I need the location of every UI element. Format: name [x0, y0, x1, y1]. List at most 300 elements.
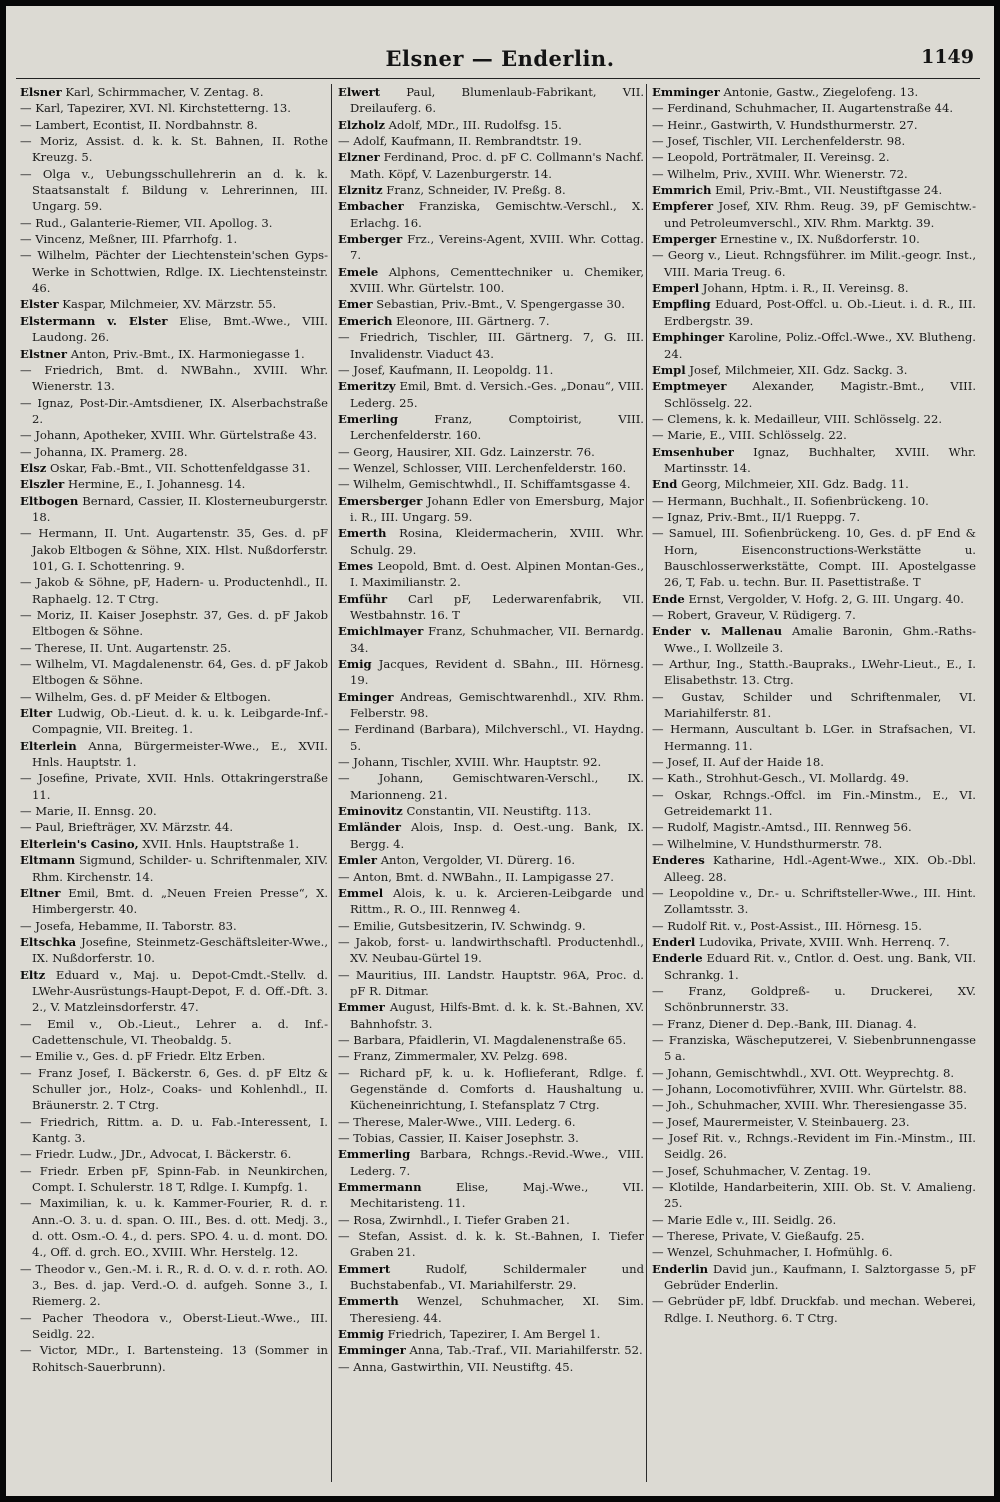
directory-entry — [652, 656, 976, 689]
entry-surname: Emichlmayer — [338, 624, 424, 639]
entry-surname: Emmrich — [652, 183, 712, 198]
entry-surname: Emberger — [338, 232, 403, 247]
entry-details: Constantin, VII. Neustiftg. 113. — [406, 804, 592, 819]
directory-entry — [338, 1146, 644, 1179]
entry-details: — Hermann, Auscultant b. LGer. in Strafsachen, VI. Hermanng. 11. — [652, 722, 976, 753]
directory-entry — [652, 1244, 976, 1260]
entry-details: — Wilhelm, VI. Magdalenenstr. 64, Ges. d. pF Jakob Eltbogen & Söhne. — [20, 657, 328, 688]
entry-surname: Elzner — [338, 150, 380, 165]
directory-entry — [20, 1016, 328, 1049]
entry-details: — Therese, Private, V. Gießaufg. 25. — [652, 1229, 865, 1244]
entry-surname: Elszler — [20, 477, 65, 492]
page-number: 1149 — [921, 46, 974, 68]
entry-surname: Emerth — [338, 526, 387, 541]
entry-details: — Hermann, II. Unt. Augartenstr. 35, Ges. d. pF Jakob Eltbogen & Söhne, XIX. Hlst. Nußdorferstr. 101, G. I. Schottenring. 9. — [20, 526, 328, 573]
directory-entry — [652, 934, 976, 950]
directory-entry — [652, 427, 976, 443]
directory-entry — [20, 247, 328, 296]
entry-details: — Joh., Schuhmacher, XVIII. Whr. Theresiengasse 35. — [652, 1098, 968, 1113]
directory-entry — [652, 1293, 976, 1326]
directory-entry — [20, 574, 328, 607]
directory-entry — [20, 1065, 328, 1114]
entry-details: — Jakob & Söhne, pF, Hadern- u. Productenhdl., II. Raphaelg. 12. T Ctrg. — [20, 575, 328, 606]
entry-details: — Franz, Zimmermaler, XV. Pelzg. 698. — [338, 1049, 568, 1064]
entry-surname: Emmermann — [338, 1180, 422, 1195]
directory-entry — [338, 934, 644, 967]
entry-details: Johann Edler von Emersburg, Major i. R., III. Ungarg. 59. — [350, 493, 644, 524]
directory-entry — [20, 296, 328, 312]
entry-details: Carl pF, Lederwarenfabrik, VII. Westbahnstr. 16. T — [350, 591, 644, 622]
entry-details: Karoline, Poliz.-Offcl.-Wwe., XV. Blutheng. 24. — [664, 330, 976, 361]
directory-entry — [652, 231, 976, 247]
directory-entry — [338, 967, 644, 1000]
entry-surname: Eminger — [338, 689, 394, 704]
entry-details: Oskar, Fab.-Bmt., VII. Schottenfeldgasse 31. — [50, 460, 311, 475]
entry-details: — Wenzel, Schlosser, VIII. Lerchenfelderstr. 160. — [338, 460, 627, 475]
directory-entry — [20, 215, 328, 231]
directory-entry — [338, 1032, 644, 1048]
entry-details: Jacques, Revident d. SBahn., III. Hörnesg. 19. — [350, 657, 644, 688]
entry-surname: Embacher — [338, 199, 404, 214]
entry-details: — Marie Edle v., III. Seidlg. 26. — [652, 1212, 837, 1227]
entry-surname: Enderes — [652, 853, 705, 868]
entry-details: Bernard, Cassier, II. Klosterneuburgerstr. 18. — [32, 493, 328, 524]
directory-entry — [338, 721, 644, 754]
entry-surname: Enderl — [652, 934, 696, 949]
page-title: Elsner — Enderlin. — [385, 46, 615, 71]
directory-entry — [338, 84, 644, 117]
directory-entry — [652, 623, 976, 656]
directory-entry — [20, 1195, 328, 1260]
entry-details: — Johann, Tischler, XVIII. Whr. Hauptstr. 92. — [338, 755, 602, 770]
directory-entry — [338, 1065, 644, 1114]
directory-entry — [338, 1048, 644, 1064]
entry-surname: Empl — [652, 362, 686, 377]
entry-surname: Eltmann — [20, 853, 76, 868]
directory-entry — [338, 1130, 644, 1146]
entry-details: — Adolf, Kaufmann, II. Rembrandtstr. 19. — [338, 134, 582, 149]
directory-entry — [652, 525, 976, 590]
entry-details: Anna, Bürgermeister-Wwe., E., XVII. Hnls. Hauptstr. 1. — [32, 738, 328, 770]
directory-entry — [338, 1326, 644, 1342]
entry-details: Alphons, Cementtechniker u. Chemiker, XVIII. Whr. Gürtelstr. 100. — [350, 264, 644, 296]
entry-details: — Leopold, Porträtmaler, II. Vereinsg. 2. — [652, 150, 890, 165]
entry-details: XVII. Hnls. Hauptstraße 1. — [142, 836, 300, 851]
directory-entry — [338, 133, 644, 149]
entry-surname: Emmer — [338, 1000, 385, 1015]
entry-surname: Empferer — [652, 199, 714, 214]
directory-entry — [338, 378, 644, 411]
directory-entry — [652, 509, 976, 525]
entry-details: — Johanna, IX. Pramerg. 28. — [20, 444, 188, 459]
directory-entry — [652, 1065, 976, 1081]
entry-details: Amalie Baronin, Ghm.-Raths-Wwe., I. Wollzeile 3. — [664, 624, 976, 655]
entry-details: — Olga v., Uebungsschullehrerin an d. k. k. Staatsanstalt f. Bildung v. Lehrerinnen, III. Ungarg. 59. — [20, 166, 328, 214]
directory-entry — [20, 738, 328, 771]
entry-details: — Victor, MDr., I. Bartensteing. 13 (Sommer in Rohitsch-Sauerbrunn). — [20, 1343, 328, 1374]
entry-details: — Georg v., Lieut. Rchngsführer. im Milit.-geogr. Inst., VIII. Maria Treug. 6. — [652, 248, 976, 279]
directory-entry — [652, 476, 976, 492]
entry-surname: Emes — [338, 558, 374, 573]
directory-entry — [20, 967, 328, 1016]
directory-column-2 — [338, 84, 644, 1484]
entry-details: — Franz, Diener d. Dep.-Bank, III. Dianag. 4. — [652, 1016, 917, 1031]
entry-details: Ludovika, Private, XVIII. Wnh. Herrenq. 7. — [698, 934, 950, 949]
directory-entry — [338, 264, 644, 297]
directory-entry — [20, 705, 328, 738]
entry-details: — Vincenz, Meßner, III. Pfarrhofg. 1. — [20, 232, 238, 247]
entry-details: — Marie, II. Ennsg. 20. — [20, 804, 157, 819]
entry-details: — Heinr., Gastwirth, V. Hundsthurmerstr. 27. — [652, 117, 918, 132]
entry-details: Georg, Milchmeier, XII. Gdz. Badg. 11. — [681, 477, 909, 492]
entry-surname: Emmig — [338, 1327, 384, 1342]
entry-details: — Pacher Theodora v., Oberst-Lieut.-Wwe., III. Seidlg. 22. — [20, 1310, 328, 1342]
directory-entry — [652, 983, 976, 1016]
entry-details: — Emilie, Gutsbesitzerin, IV. Schwindg. 9. — [338, 918, 586, 933]
entry-surname: Enderle — [652, 951, 703, 966]
entry-details: — Friedr. Erben pF, Spinn-Fab. in Neunkirchen, Compt. I. Schulerstr. 18 T, Rdlge. I. Kumpfg. 1. — [20, 1163, 328, 1195]
entry-details: — Leopoldine v., Dr.- u. Schriftsteller-Wwe., III. Hint. Zollamtsstr. 3. — [652, 885, 976, 917]
entry-surname: Emer — [338, 297, 373, 312]
directory-entry — [652, 329, 976, 362]
entry-details: — Barbara, Pfaidlerin, VI. Magdalenenstraße 65. — [338, 1032, 627, 1047]
entry-details: Frz., Vereins-Agent, XVIII. Whr. Cottag. 7. — [350, 232, 644, 263]
entry-surname: Emführ — [338, 591, 388, 606]
directory-entry — [20, 640, 328, 656]
entry-details: — Robert, Graveur, V. Rüdigerg. 7. — [652, 608, 856, 622]
entry-details: Johann, Hptm. i. R., II. Vereinsg. 8. — [702, 281, 909, 296]
entry-details: Ernst, Vergolder, V. Hofg. 2, G. III. Ungarg. 40. — [688, 591, 964, 606]
entry-details: — Ignaz, Post-Dir.-Amtsdiener, IX. Alserbachstraße 2. — [20, 395, 328, 426]
entry-surname: Elzholz — [338, 117, 385, 132]
directory-entry — [652, 787, 976, 820]
entry-details: Eduard v., Maj. u. Depot-Cmdt.-Stellv. d. LWehr-Ausrüstungs-Haupt-Depot, F. d. Off.-Dft. 3. 2., V. Matzleinsdorferstr. 47. — [32, 967, 328, 1015]
entry-details: — Ferdinand, Schuhmacher, II. Augartenstraße 44. — [652, 101, 954, 116]
entry-details: — Wenzel, Schuhmacher, I. Hofmühlg. 6. — [652, 1245, 893, 1260]
entry-details: Anton, Vergolder, VI. Dürerg. 16. — [380, 853, 576, 868]
directory-entry — [652, 950, 976, 983]
directory-entry — [338, 411, 644, 444]
entry-details: — Friedrich, Rittm. a. D. u. Fab.-Interessent, I. Kantg. 3. — [20, 1114, 328, 1145]
entry-surname: Ende — [652, 591, 685, 606]
directory-entry — [20, 133, 328, 166]
entry-details: — Lambert, Econtist, II. Nordbahnstr. 8. — [20, 117, 258, 132]
directory-entry — [338, 1293, 644, 1326]
entry-details: Alois, k. u. k. Arcieren-Leibgarde und Rittm., R. O., III. Rennweg 4. — [350, 885, 644, 917]
entry-details: Barbara, Rchngs.-Revid.-Wwe., VIII. Lederg. 7. — [350, 1147, 644, 1178]
directory-entry — [338, 329, 644, 362]
entry-details: — Wilhelm, Gemischtwhdl., II. Schiffamtsgasse 4. — [338, 477, 631, 492]
directory-entry — [20, 460, 328, 476]
entry-details: Emil, Bmt. d. Versich.-Ges. „Donau“, VIII. Lederg. 25. — [350, 379, 644, 410]
directory-entry — [652, 1114, 976, 1130]
directory-entry — [652, 1097, 976, 1113]
directory-entry — [652, 280, 976, 296]
entry-surname: Emmel — [338, 885, 384, 900]
entry-details: — Paul, Briefträger, XV. Märzstr. 44. — [20, 820, 234, 835]
directory-entry — [20, 819, 328, 835]
entry-details: — Josef, Schuhmacher, V. Zentag. 19. — [652, 1163, 872, 1178]
directory-entry — [20, 444, 328, 460]
column-divider — [331, 84, 332, 1482]
directory-entry — [652, 591, 976, 607]
directory-entry — [652, 721, 976, 754]
entry-details: Karl, Schirmmacher, V. Zentag. 8. — [65, 85, 264, 99]
directory-entry — [20, 346, 328, 362]
directory-entry — [652, 362, 976, 378]
directory-entry — [20, 84, 328, 100]
entry-surname: Elster — [20, 297, 59, 312]
directory-entry — [20, 852, 328, 885]
directory-entry — [20, 1163, 328, 1196]
directory-entry — [652, 1130, 976, 1163]
directory-entry — [338, 362, 644, 378]
entry-surname: Emeritzy — [338, 379, 396, 394]
directory-entry — [652, 754, 976, 770]
entry-details: Eleonore, III. Gärtnerg. 7. — [396, 313, 550, 328]
directory-entry — [652, 133, 976, 149]
entry-surname: Elterlein's Casino, — [20, 836, 139, 851]
directory-entry — [652, 411, 976, 427]
entry-details: Eduard Rit. v., Cntlor. d. Oest. ung. Bank, VII. Schrankg. 1. — [664, 951, 976, 982]
entry-surname: Emerling — [338, 411, 398, 426]
directory-entry — [652, 296, 976, 329]
entry-details: Sebastian, Priv.-Bmt., V. Spengergasse 30. — [376, 297, 625, 312]
directory-entry — [338, 591, 644, 624]
entry-details: — Johann, Apotheker, XVIII. Whr. Gürtelstraße 43. — [20, 428, 317, 443]
entry-surname: Elsz — [20, 460, 47, 475]
entry-surname: Emsenhuber — [652, 444, 734, 459]
directory-entry — [338, 1212, 644, 1228]
entry-surname: Ender v. Mallenau — [652, 624, 783, 639]
entry-details: — Kath., Strohhut-Gesch., VI. Mollardg. 49. — [652, 771, 909, 786]
entry-details: — Franz Josef, I. Bäckerstr. 6, Ges. d. pF Eltz & Schuller jor., Holz-, Coaks- und Kohlenhdl., II. Bräunerstr. 2. T Ctrg. — [20, 1065, 328, 1113]
entry-details: Ernestine v., IX. Nußdorferstr. 10. — [719, 232, 920, 247]
entry-details: — Arthur, Ing., Statth.-Baupraks., LWehr-Lieut., E., I. Elisabethstr. 13. Ctrg. — [652, 657, 976, 688]
entry-details: — Hermann, Buchhalt., II. Sofienbrückeng. 10. — [652, 493, 929, 508]
directory-entry — [338, 231, 644, 264]
entry-details: — Stefan, Assist. d. k. k. St.-Bahnen, I. Tiefer Graben 21. — [338, 1229, 644, 1260]
directory-entry — [338, 819, 644, 852]
entry-surname: Elznitz — [338, 183, 383, 198]
entry-details: — Rosa, Zwirnhdl., I. Tiefer Graben 21. — [338, 1212, 570, 1227]
entry-details: Alexander, Magistr.-Bmt., VIII. Schlösselg. 22. — [664, 379, 976, 410]
entry-details: Rudolf, Schildermaler und Buchstabenfab., VI. Mariahilferstr. 29. — [350, 1261, 644, 1293]
entry-details: — Ferdinand (Barbara), Milchverschl., VI. Haydng. 5. — [338, 722, 644, 753]
entry-details: Emil, Bmt. d. „Neuen Freien Presse“, X. Himbergerstr. 40. — [32, 885, 328, 917]
entry-surname: Emele — [338, 264, 379, 279]
directory-entry — [20, 100, 328, 116]
directory-entry — [20, 934, 328, 967]
entry-details: — Franz, Goldpreß- u. Druckerei, XV. Schönbrunnerstr. 33. — [652, 983, 976, 1015]
directory-entry — [20, 525, 328, 574]
entry-surname: Elter — [20, 706, 53, 721]
directory-entry — [338, 1179, 644, 1212]
entry-surname: Elterlein — [20, 738, 77, 753]
directory-entry — [652, 182, 976, 198]
entry-details: — Wilhelm, Pächter der Liechtenstein'schen Gyps-Werke in Schottwien, Rdlge. IX. Liechtensteinstr. 46. — [20, 248, 328, 296]
entry-surname: Elsner — [20, 85, 62, 99]
entry-details: Katharine, Hdl.-Agent-Wwe., XIX. Ob.-Dbl. Alleeg. 28. — [664, 853, 976, 884]
entry-details: Anton, Priv.-Bmt., IX. Harmoniegasse 1. — [70, 346, 305, 361]
entry-surname: Eltner — [20, 885, 61, 900]
directory-entry — [338, 493, 644, 526]
entry-details: Ferdinand, Proc. d. pF C. Collmann's Nachf. Math. Köpf, V. Lazenburgerstr. 14. — [350, 150, 644, 181]
entry-details: — Klotilde, Handarbeiterin, XIII. Ob. St. V. Amalieng. 25. — [652, 1180, 976, 1211]
entry-details: — Emil v., Ob.-Lieut., Lehrer a. d. Inf.-Cadettenschule, VI. Theobaldg. 5. — [20, 1016, 328, 1047]
directory-entry — [20, 885, 328, 918]
entry-surname: Elwert — [338, 85, 381, 99]
entry-details: — Therese, II. Unt. Augartenstr. 25. — [20, 640, 232, 655]
directory-entry — [338, 198, 644, 231]
directory-entry — [338, 1114, 644, 1130]
entry-details: — Anton, Bmt. d. NWBahn., II. Lampigasse 27. — [338, 869, 614, 884]
directory-entry — [652, 117, 976, 133]
entry-details: Emil, Priv.-Bmt., VII. Neustiftgasse 24. — [715, 183, 943, 198]
directory-entry — [338, 1228, 644, 1261]
directory-entry — [338, 182, 644, 198]
directory-entry — [652, 444, 976, 477]
directory-entry — [652, 836, 976, 852]
directory-entry — [20, 656, 328, 689]
entry-details: Josef, XIV. Rhm. Reug. 39, pF Gemischtw.- und Petroleumverschl., XIV. Rhm. Marktg. 39. — [664, 199, 976, 230]
directory-entry — [338, 149, 644, 182]
entry-surname: Emerich — [338, 313, 393, 328]
entry-surname: Emminger — [338, 1343, 406, 1358]
entry-details: Antonie, Gastw., Ziegelofeng. 13. — [723, 85, 919, 99]
directory-entry — [652, 1261, 976, 1294]
entry-details: — Josef Rit. v., Rchngs.-Revident im Fin.-Minstm., III. Seidlg. 26. — [652, 1131, 976, 1162]
directory-entry — [338, 770, 644, 803]
entry-details: Josefine, Steinmetz-Geschäftsleiter-Wwe., IX. Nußdorferstr. 10. — [32, 934, 328, 966]
entry-surname: Eminovitz — [338, 804, 403, 819]
directory-entry — [652, 885, 976, 918]
directory-entry — [338, 689, 644, 722]
entry-surname: Enderlin — [652, 1261, 709, 1276]
directory-entry — [20, 607, 328, 640]
directory-entry — [652, 1032, 976, 1065]
entry-details: Anna, Tab.-Traf., VII. Mariahilferstr. 52. — [409, 1343, 643, 1358]
directory-entry — [652, 493, 976, 509]
entry-surname: Empfling — [652, 297, 711, 312]
directory-entry — [20, 1310, 328, 1343]
entry-details: — Friedrich, Bmt. d. NWBahn., XVIII. Whr. Wienerstr. 13. — [20, 362, 328, 394]
entry-details: Josef, Milchmeier, XII. Gdz. Sackg. 3. — [689, 362, 908, 377]
entry-details: Hermine, E., I. Johannesg. 14. — [67, 477, 246, 492]
entry-details: Andreas, Gemischtwarenhdl., XIV. Rhm. Felberstr. 98. — [350, 689, 644, 721]
entry-details: — Franziska, Wäscheputzerei, V. Siebenbrunnengasse 5 a. — [652, 1032, 976, 1064]
entry-details: — Georg, Hausirer, XII. Gdz. Lainzerstr. 76. — [338, 444, 595, 459]
directory-entry — [20, 493, 328, 526]
directory-entry — [652, 1016, 976, 1032]
directory-entry — [20, 166, 328, 215]
entry-details: Elise, Maj.-Wwe., VII. Mechitaristeng. 11. — [350, 1180, 644, 1211]
entry-details: — Josef, Maurermeister, V. Steinbauerg. 23. — [652, 1114, 910, 1129]
entry-details: — Maximilian, k. u. k. Kammer-Fourier, R. d. r. Ann.-O. 3. u. d. span. O. III., Bes. d. ott. Medj. 3., d. ott. Osm.-O. 4., d. pers. SPO. 4. u. d. mont. DO. 4., Off. d. grch. EO., XVIII. Whr. Herstelg. 12. — [20, 1196, 328, 1260]
directory-entry — [338, 558, 644, 591]
directory-entry — [20, 770, 328, 803]
directory-entry — [338, 444, 644, 460]
directory-entry — [652, 84, 976, 100]
entry-details: Franz, Comptoirist, VIII. Lerchenfelderstr. 160. — [350, 411, 644, 443]
entry-details: Adolf, MDr., III. Rudolfsg. 15. — [388, 117, 562, 132]
entry-details: — Moriz, II. Kaiser Josephstr. 37, Ges. d. pF Jakob Eltbogen & Söhne. — [20, 608, 328, 639]
entry-details: Franz, Schneider, IV. Preßg. 8. — [386, 183, 566, 198]
directory-entry — [338, 885, 644, 918]
directory-column-1 — [20, 84, 328, 1484]
entry-details: Ignaz, Buchhalter, XVIII. Whr. Martinsstr. 14. — [664, 444, 976, 475]
directory-entry — [652, 166, 976, 182]
entry-details: Friedrich, Tapezirer, I. Am Bergel 1. — [387, 1327, 601, 1342]
entry-details: Sigmund, Schilder- u. Schriftenmaler, XIV. Rhm. Kirchenstr. 14. — [32, 853, 328, 884]
directory-entry — [20, 231, 328, 247]
directory-entry — [652, 918, 976, 934]
directory-entry — [338, 1359, 644, 1375]
entry-details: — Tobias, Cassier, II. Kaiser Josephstr. 3. — [338, 1131, 579, 1145]
directory-entry — [20, 1114, 328, 1147]
entry-details: — Friedrich, Tischler, III. Gärtnerg. 7, G. III. Invalidenstr. Viaduct 43. — [338, 330, 644, 361]
entry-details: — Wilhelmine, V. Hundsthurmerstr. 78. — [652, 836, 883, 851]
directory-entry — [338, 296, 644, 312]
entry-details: Ludwig, Ob.-Lieut. d. k. u. k. Leibgarde-Inf.-Compagnie, VII. Breiteg. 1. — [32, 706, 328, 737]
entry-surname: Emler — [338, 853, 377, 868]
directory-entry — [338, 656, 644, 689]
entry-details: — Gustav, Schilder und Schriftenmaler, VI. Mariahilferstr. 81. — [652, 689, 976, 721]
entry-surname: End — [652, 477, 678, 492]
directory-entry — [20, 117, 328, 133]
entry-surname: Emmerling — [338, 1147, 411, 1162]
directory-entry — [652, 819, 976, 835]
entry-details: — Wilhelm, Ges. d. pF Meider & Eltbogen. — [20, 689, 271, 704]
directory-entry — [338, 476, 644, 492]
entry-details: — Josef, Tischler, VII. Lerchenfelderstr. 98. — [652, 134, 906, 149]
entry-details: — Samuel, III. Sofienbrückeng. 10, Ges. d. pF End & Horn, Eisenconstructions-Werkstätte u. Bauschlosserwerkstätte, Compt. III. Apostelgasse 26, T, Fab. u. techn. Bur. II. Pasettistraße. T — [652, 526, 976, 590]
entry-details: — Wilhelm, Priv., XVIII. Whr. Wienerstr. 72. — [652, 166, 908, 181]
directory-entry — [652, 1163, 976, 1179]
directory-entry — [20, 1261, 328, 1310]
entry-details: — Ignaz, Priv.-Bmt., II/1 Rueppg. 7. — [652, 509, 861, 524]
directory-entry — [338, 525, 644, 558]
directory-entry — [20, 1342, 328, 1375]
entry-surname: Emländer — [338, 820, 402, 835]
entry-details: — Jakob, forst- u. landwirthschaftl. Productenhdl., XV. Neubau-Gürtel 19. — [338, 934, 644, 966]
directory-entry — [338, 313, 644, 329]
entry-details: Elise, Bmt.-Wwe., VIII. Laudong. 26. — [32, 313, 328, 345]
header-rule — [16, 78, 980, 79]
entry-details: Eduard, Post-Offcl. u. Ob.-Lieut. i. d. R., III. Erdbergstr. 39. — [664, 297, 976, 328]
directory-entry — [20, 803, 328, 819]
entry-surname: Emphinger — [652, 330, 725, 345]
directory-entry — [652, 378, 976, 411]
entry-details: — Josefa, Hebamme, II. Taborstr. 83. — [20, 918, 237, 933]
entry-details: Kaspar, Milchmeier, XV. Märzstr. 55. — [62, 297, 277, 312]
directory-entry — [338, 852, 644, 868]
directory-entry — [20, 689, 328, 705]
directory-entry — [20, 836, 328, 852]
entry-surname: Emminger — [652, 85, 720, 99]
directory-entry — [338, 869, 644, 885]
entry-details: — Rud., Galanterie-Riemer, VII. Apollog. 3. — [20, 215, 273, 230]
entry-details: — Josefine, Private, XVII. Hnls. Ottakringerstraße 11. — [20, 771, 328, 802]
entry-details: — Josef, II. Auf der Haide 18. — [652, 755, 824, 770]
directory-entry — [652, 1212, 976, 1228]
entry-surname: Emptmeyer — [652, 379, 727, 394]
directory-entry — [20, 918, 328, 934]
entry-surname: Emig — [338, 657, 372, 672]
entry-details: — Emilie v., Ges. d. pF Friedr. Eltz Erben. — [20, 1049, 266, 1064]
entry-details: — Gebrüder pF, ldbf. Druckfab. und mechan. Weberei, Rdlge. I. Neuthorg. 6. T Ctrg. — [652, 1294, 976, 1325]
entry-details: — Johann, Gemischtwhdl., XVI. Ott. Weyprechtg. 8. — [652, 1065, 955, 1080]
